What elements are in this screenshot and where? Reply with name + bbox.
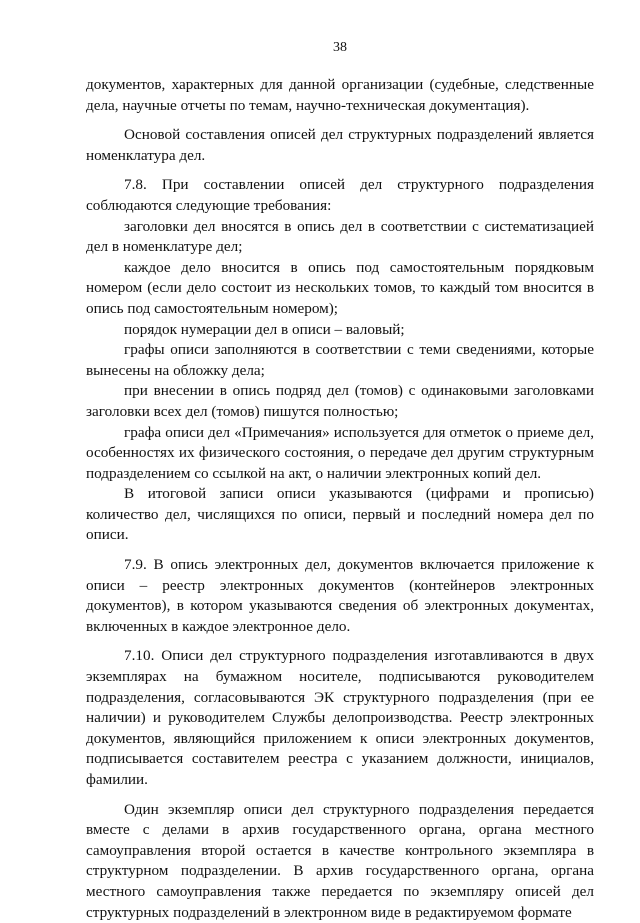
document-body xyxy=(86,75,594,923)
paragraph: Основой составления описей дел структурных подразделений является номенклатура дел. xyxy=(86,126,594,164)
paragraph: 7.9. В опись электронных дел, документов включается приложение к описи – реестр электронных документов (контейнеров электронных документов), в котором указываются сведения об электронных документах, включенных в каждое электронное дело. xyxy=(86,556,594,635)
paragraph: 7.10. Описи дел структурного подразделения изготавливаются в двух экземплярах на бумажном носителе, подписываются руководителем подразделения, согласовываются ЭК структурного подразделения (при ее наличии) и руководителем Службы делопроизводства. Реестр электронных документов, являющийся приложением к описи электронных документов, подписывается составителем реестра с указанием должности, инициалов, фамилии. xyxy=(86,647,594,788)
paragraph: порядок нумерации дел в описи – валовый; xyxy=(124,320,405,338)
paragraph: графа описи дел «Примечания» используется для отметок о приеме дел, особенностях их физического состояния, о передаче дел другим структурным подразделением со ссылкой на акт, о наличии электронных копий дел. xyxy=(86,423,594,482)
page-number: 38 xyxy=(333,40,347,55)
paragraph: при внесении в опись подряд дел (томов) с одинаковыми заголовками заголовки всех дел (томов) пишутся полностью; xyxy=(86,382,594,420)
paragraph: Один экземпляр описи дел структурного подразделения передается вместе с делами в архив государственного органа, органа местного самоуправления второй остается в качестве контрольного экземпляра в структурном подразделении. В архив государственного органа, органа местного самоуправления также передается по экземпляру описей дел структурных подразделений в электронном виде в редактируемом формате xyxy=(86,800,594,921)
paragraph: документов, характерных для данной организации (судебные, следственные дела, научные отчеты по темам, научно-техническая документация). xyxy=(86,76,594,114)
paragraph: В итоговой записи описи указываются (цифрами и прописью) количество дел, числящихся по описи, первый и последний номера дел по описи. xyxy=(86,485,594,544)
paragraph: каждое дело вносится в опись под самостоятельным порядковым номером (если дело состоит из нескольких томов, то каждый том вносится в опись под самостоятельным номером); xyxy=(86,258,594,317)
paragraph: заголовки дел вносятся в опись дел в соответствии с систематизацией дел в номенклатуре дел; xyxy=(86,217,594,256)
paragraph: графы описи заполняются в соответствии с теми сведениями, которые вынесены на обложку дела; xyxy=(86,341,594,379)
paragraph: 7.8. При составлении описей дел структурного подразделения соблюдаются следующие требования: xyxy=(86,176,594,214)
